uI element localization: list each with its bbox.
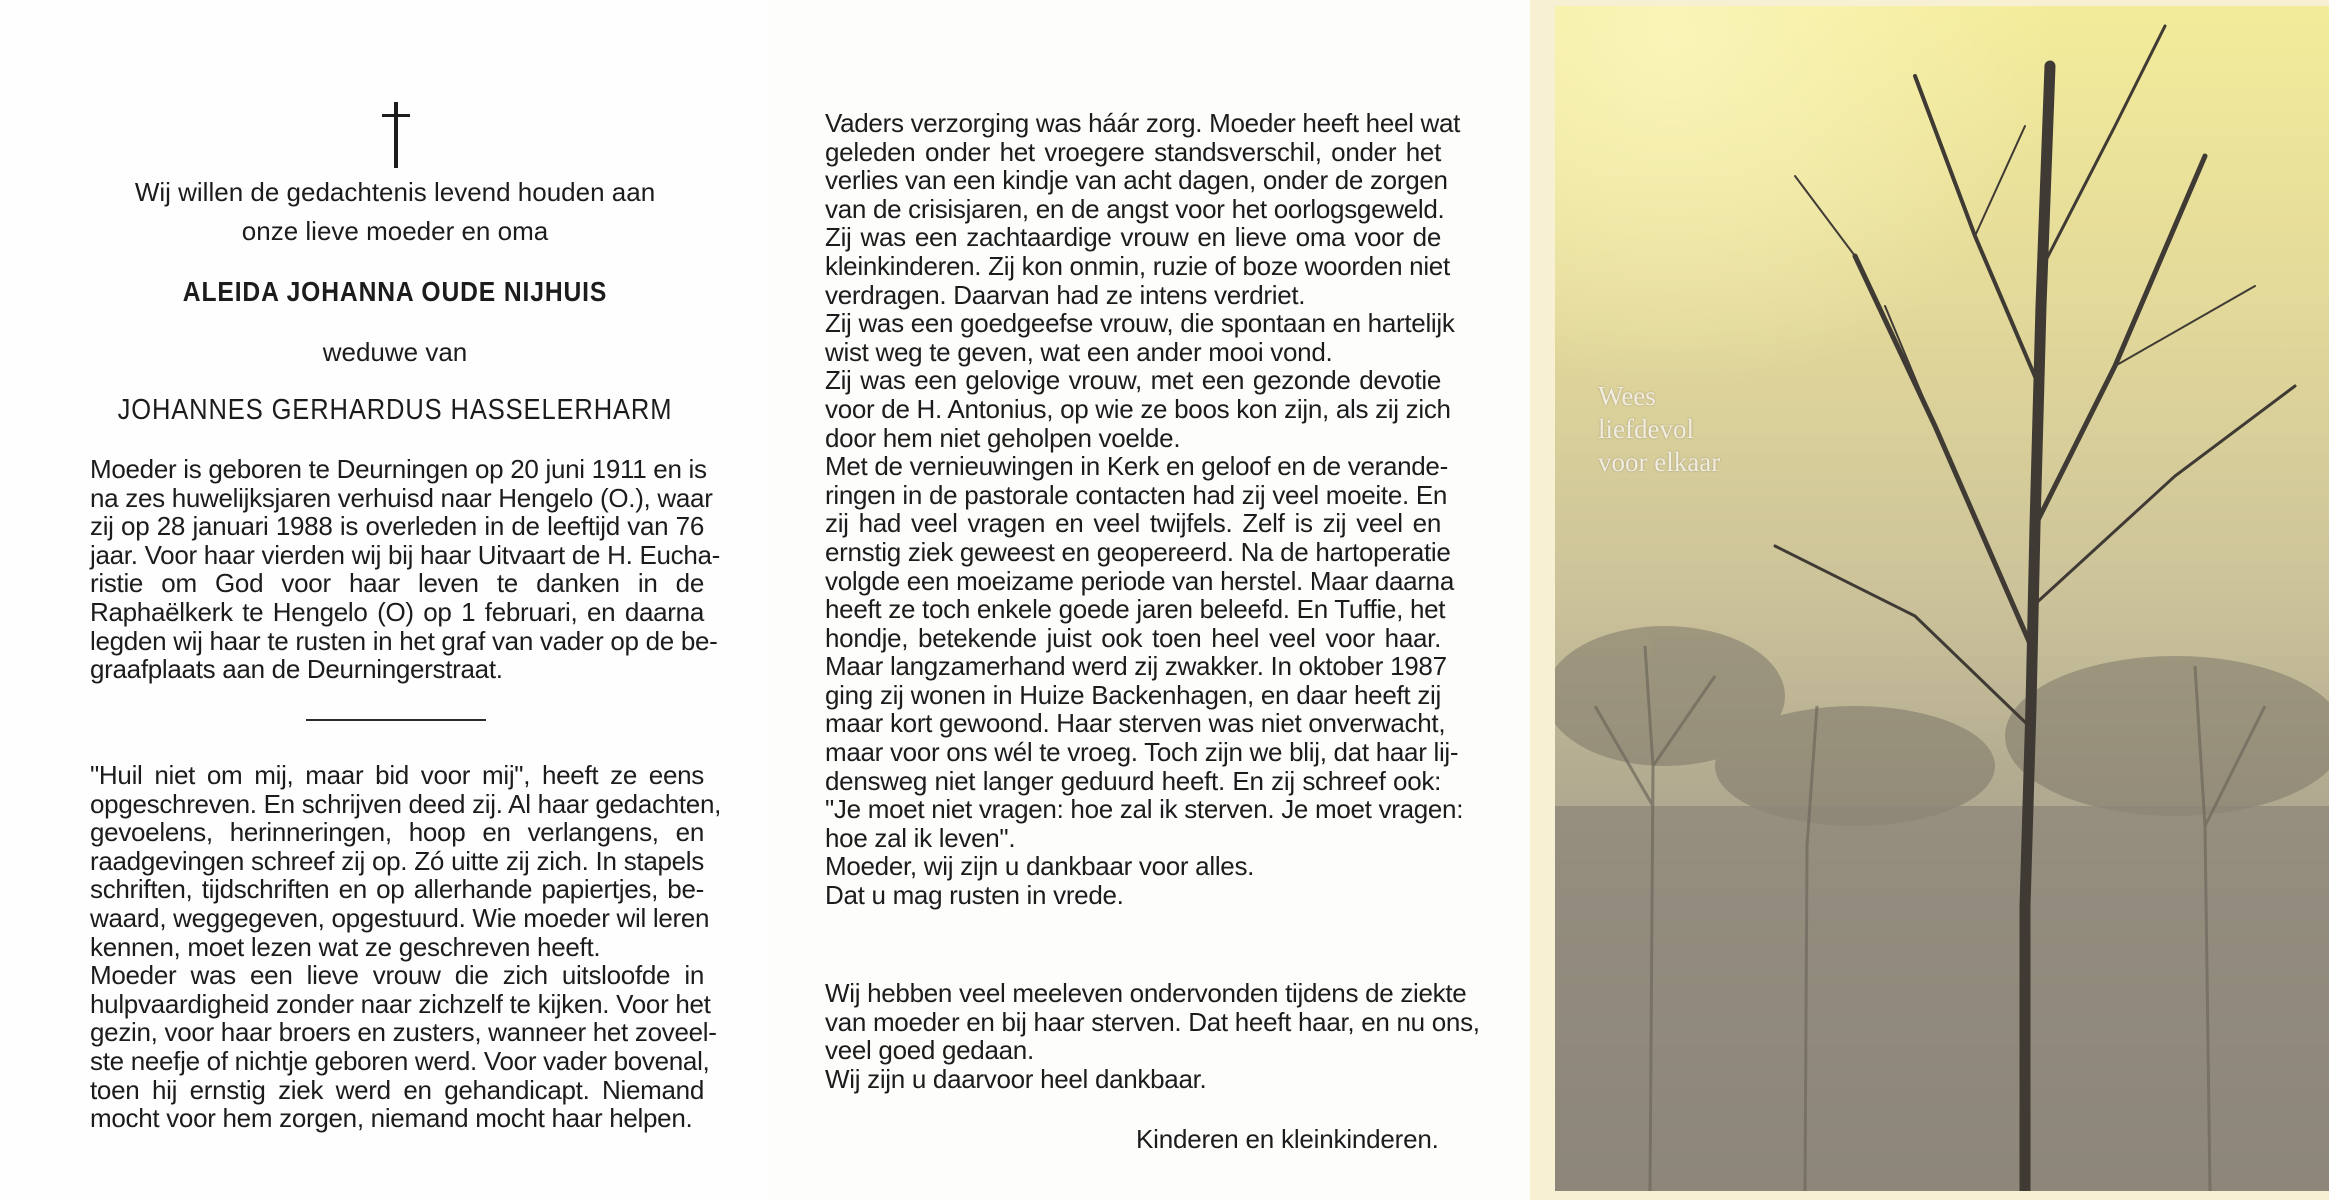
misty-tree-illustration bbox=[1555, 6, 2329, 1191]
text-line: gevoelens, herinneringen, hoop en verlangens, en bbox=[90, 817, 704, 848]
text-line: densweg niet langer geduurd heeft. En zij schreef ook: bbox=[825, 765, 1441, 796]
text-line: Zij was een goedgeefse vrouw, die spontaan en hartelijk bbox=[825, 308, 1455, 339]
birth-paragraph bbox=[90, 454, 721, 685]
left-card-panel bbox=[0, 0, 770, 1200]
text-line: maar voor ons wél te vroeg. Toch zijn we blij, dat haar lij- bbox=[825, 737, 1459, 768]
intro-line-2: onze lieve moeder en oma bbox=[241, 216, 549, 246]
signature: Kinderen en kleinkinderen. bbox=[1136, 1124, 1439, 1154]
spouse-name: JOHANNES GERHARDUS HASSELERHARM bbox=[117, 394, 673, 426]
text-line: kennen, moet lezen wat ze geschreven heeft. bbox=[90, 931, 601, 962]
text-line: gezin, voor haar broers en zusters, wanneer het zoveel- bbox=[90, 1017, 717, 1048]
text-line: "Je moet niet vragen: hoe zal ik sterven. Je moet vragen: bbox=[825, 794, 1464, 825]
text-line: van de crisisjaren, en de angst voor het oorlogsgeweld. bbox=[825, 193, 1445, 224]
text-line: jaar. Voor haar vierden wij bij haar Uitvaart de H. Eucha- bbox=[90, 539, 721, 570]
poem-text bbox=[1598, 380, 1720, 479]
text-line: verlies van een kindje van acht dagen, onder de zorgen bbox=[825, 165, 1448, 196]
text-line: hoe zal ik leven". bbox=[825, 822, 1016, 853]
text-line: door hem niet geholpen voelde. bbox=[825, 422, 1181, 453]
text-line: raadgevingen schreef zij op. Zó uitte zij zich. In stapels bbox=[90, 845, 704, 876]
text-line: maar kort gewoond. Haar sterven was niet onverwacht, bbox=[825, 708, 1446, 739]
text-line: Zij was een gelovige vrouw, met een gezonde devotie bbox=[825, 365, 1441, 396]
text-line: mocht voor hem zorgen, niemand mocht haar helpen. bbox=[90, 1103, 693, 1134]
deceased-name: ALEIDA JOHANNA OUDE NIJHUIS bbox=[182, 276, 608, 307]
text-line: ging zij wonen in Huize Backenhagen, en daar heeft zij bbox=[825, 679, 1441, 710]
intro-text bbox=[0, 173, 790, 251]
text-line: ste neefje of nichtje geboren werd. Voor vader bovenal, bbox=[90, 1045, 710, 1076]
text-line: Moeder, wij zijn u dankbaar voor alles. bbox=[825, 851, 1255, 882]
text-line: heeft ze toch enkele goede jaren beleefd. En Tuffie, het bbox=[825, 594, 1446, 625]
poem-line: Wees bbox=[1598, 381, 1656, 411]
text-line: hulpvaardigheid zonder naar zichzelf te kijken. Voor het bbox=[90, 988, 711, 1019]
text-line: Moeder is geboren te Deurningen op 20 juni 1911 en is bbox=[90, 454, 707, 484]
care-paragraph bbox=[825, 108, 1464, 911]
poem-line: liefdevol bbox=[1598, 414, 1694, 444]
text-line: toen hij ernstig ziek werd en gehandicapt. Niemand bbox=[90, 1074, 704, 1105]
text-line: hondje, betekende juist ook toen heel veel voor haar. bbox=[825, 622, 1441, 653]
text-line: verdragen. Daarvan had ze intens verdriet. bbox=[825, 279, 1306, 310]
section-divider bbox=[306, 719, 486, 721]
text-line: Dat u mag rusten in vrede. bbox=[825, 880, 1124, 911]
cross-icon bbox=[376, 100, 416, 170]
quote-paragraph bbox=[90, 760, 722, 1134]
text-line: waard, weggegeven, opgestuurd. Wie moeder wil leren bbox=[90, 902, 710, 933]
text-line: ernstig ziek geweest en geopereerd. Na de hartoperatie bbox=[825, 536, 1451, 567]
text-line: zij had veel vragen en veel twijfels. Zelf is zij veel en bbox=[825, 508, 1441, 539]
text-line: geleden onder het vroegere standsverschil, onder het bbox=[825, 136, 1441, 167]
text-line: legden wij haar te rusten in het graf van vader op de be- bbox=[90, 625, 718, 656]
text-line: Wij hebben veel meeleven ondervonden tijdens de ziekte bbox=[825, 978, 1467, 1008]
text-line: Wij zijn u daarvoor heel dankbaar. bbox=[825, 1063, 1207, 1094]
text-line: Met de vernieuwingen in Kerk en geloof en de verande- bbox=[825, 451, 1448, 482]
text-line: Maar langzamerhand werd zij zwakker. In oktober 1987 bbox=[825, 651, 1447, 682]
text-line: graafplaats aan de Deurningerstraat. bbox=[90, 654, 503, 685]
text-line: volgde een moeizame periode van herstel. Maar daarna bbox=[825, 565, 1455, 596]
text-line: van moeder en bij haar sterven. Dat heeft haar, en nu ons, bbox=[825, 1006, 1480, 1037]
text-line: Vaders verzorging was háár zorg. Moeder heeft heel wat bbox=[825, 108, 1461, 138]
text-line: wist weg te geven, wat een ander mooi vond. bbox=[825, 336, 1333, 367]
text-line: Raphaëlkerk te Hengelo (O) op 1 februari, en daarna bbox=[90, 596, 704, 627]
text-line: Zij was een zachtaardige vrouw en lieve oma voor de bbox=[825, 222, 1441, 253]
text-line: ristie om God voor haar leven te danken in de bbox=[90, 568, 704, 599]
intro-line-1: Wij willen de gedachtenis levend houden aan bbox=[134, 177, 656, 207]
text-line: "Huil niet om mij, maar bid voor mij", heeft ze eens bbox=[90, 760, 704, 790]
text-line: zij op 28 januari 1988 is overleden in de leeftijd van 76 bbox=[90, 511, 704, 542]
text-line: voor de H. Antonius, op wie ze boos kon zijn, als zij zich bbox=[825, 393, 1451, 424]
text-line: na zes huwelijksjaren verhuisd naar Hengelo (O.), waar bbox=[90, 482, 713, 513]
relation-label: weduwe van bbox=[322, 337, 468, 367]
text-line: schriften, tijdschriften en op allerhande papiertjes, be- bbox=[90, 874, 704, 905]
text-line: veel goed gedaan. bbox=[825, 1035, 1034, 1066]
thanks-paragraph bbox=[825, 978, 1480, 1094]
text-line: ringen in de pastorale contacten had zij veel moeite. En bbox=[825, 479, 1448, 510]
text-line: Moeder was een lieve vrouw die zich uitsloofde in bbox=[90, 960, 704, 991]
poem-line: voor elkaar bbox=[1598, 447, 1721, 477]
text-line: kleinkinderen. Zij kon onmin, ruzie of boze woorden niet bbox=[825, 250, 1450, 281]
tree-photo bbox=[1555, 6, 2329, 1191]
text-line: opgeschreven. En schrijven deed zij. Al haar gedachten, bbox=[90, 788, 722, 819]
